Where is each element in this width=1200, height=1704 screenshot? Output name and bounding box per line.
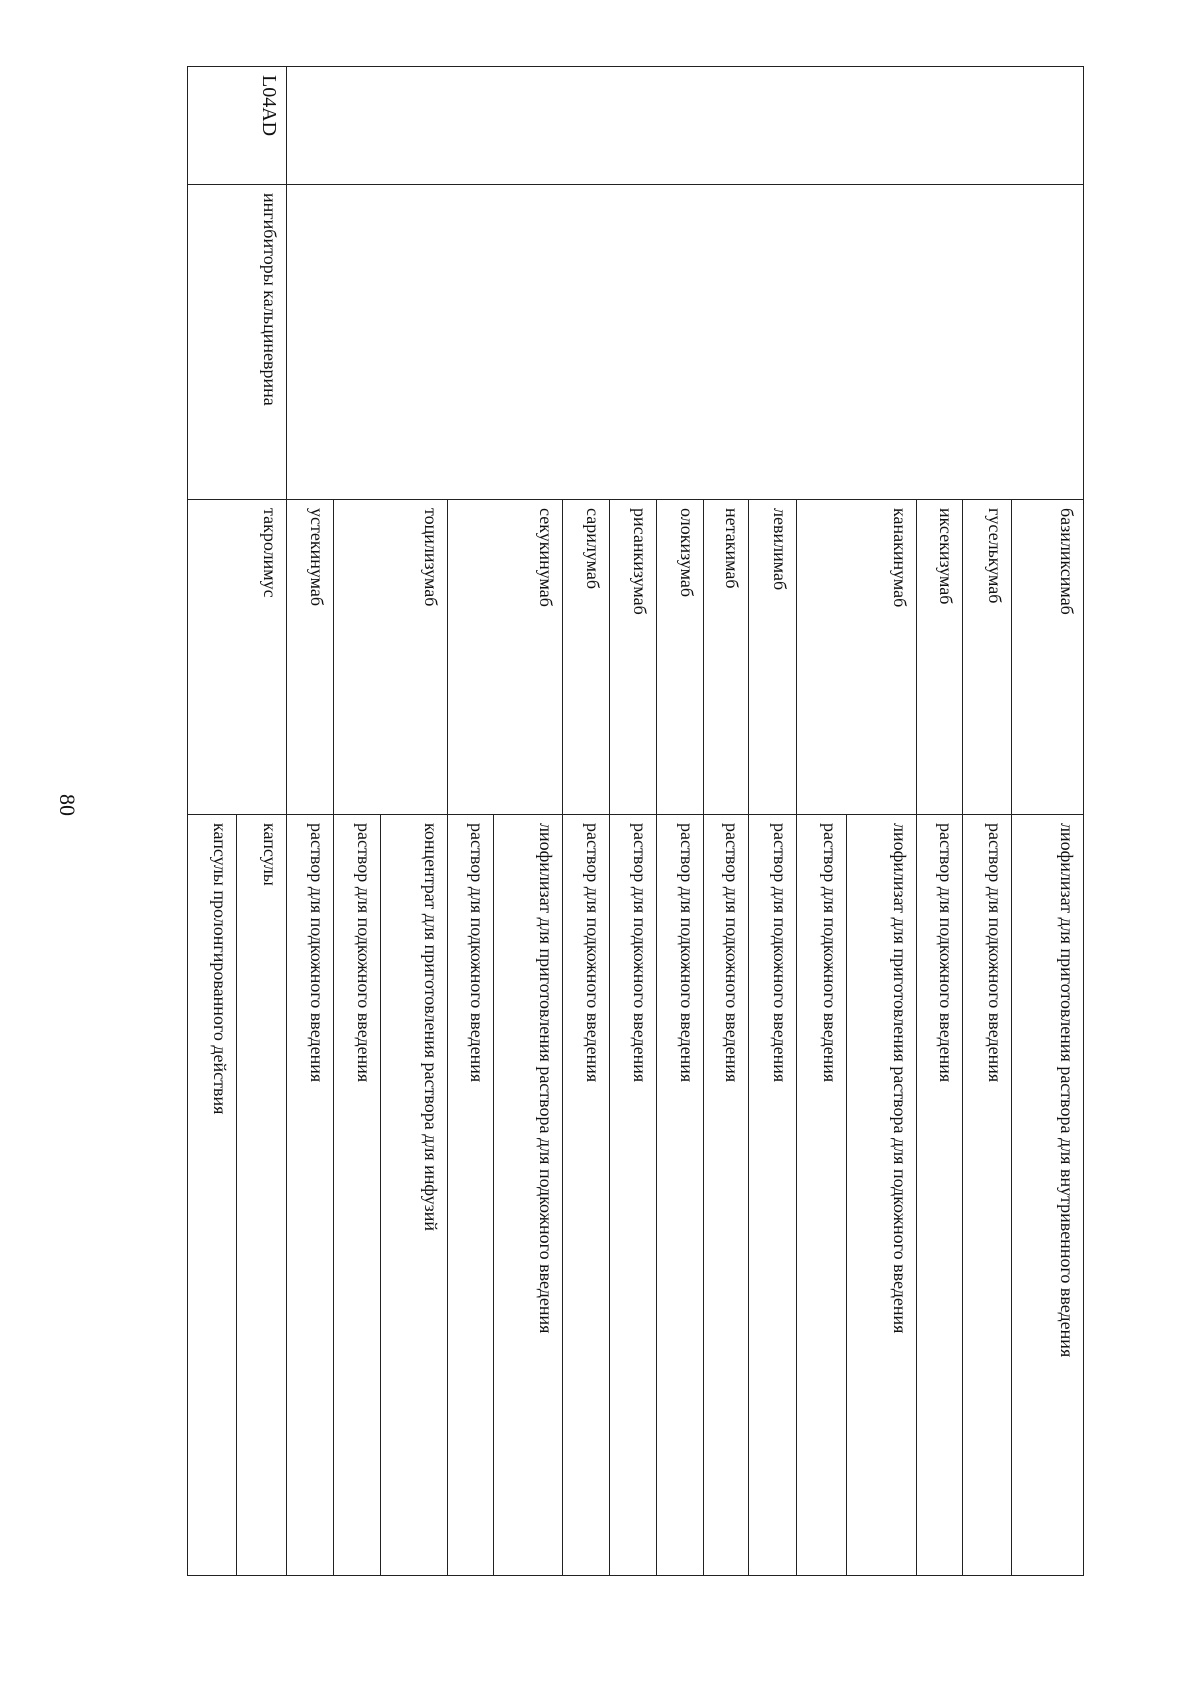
dosage-form-cell: раствор для подкожного введения bbox=[448, 815, 494, 1576]
drug-name-cell: тоцилизумаб bbox=[334, 500, 448, 815]
dosage-form-cell: раствор для подкожного введения bbox=[657, 815, 704, 1576]
dosage-form-cell: концентрат для приготовления раствора для инфузий bbox=[380, 815, 447, 1576]
drug-name-cell: сарилумаб bbox=[562, 500, 609, 815]
dosage-form-cell: раствор для подкожного введения bbox=[962, 815, 1012, 1576]
drug-name-cell: иксекизумаб bbox=[917, 500, 963, 815]
drug-name-cell: канакинумаб bbox=[796, 500, 916, 815]
dosage-form-cell: лиофилизат для приготовления раствора для подкожного введения bbox=[493, 815, 562, 1576]
atc-code-cell: L04AD bbox=[188, 67, 287, 185]
table-row bbox=[1012, 67, 1084, 1576]
dosage-form-cell: капсулы пролонгированного действия bbox=[188, 815, 237, 1576]
group-name-cell: ингибиторы кальциневрина bbox=[188, 185, 287, 500]
dosage-form-cell: раствор для подкожного введения bbox=[796, 815, 846, 1576]
drug-name-cell: левилимаб bbox=[749, 500, 797, 815]
drug-name-cell: нетакимаб bbox=[703, 500, 749, 815]
dosage-form-cell: раствор для подкожного введения bbox=[286, 815, 334, 1576]
page-number: 80 bbox=[55, 794, 80, 816]
drug-name-cell: гуселькумаб bbox=[962, 500, 1012, 815]
dosage-form-cell: раствор для подкожного введения bbox=[703, 815, 749, 1576]
dosage-form-cell: раствор для подкожного введения bbox=[609, 815, 657, 1576]
dosage-form-cell: раствор для подкожного введения bbox=[917, 815, 963, 1576]
drug-name-cell: рисанкизумаб bbox=[609, 500, 657, 815]
dosage-form-cell: раствор для подкожного введения bbox=[334, 815, 381, 1576]
drug-name-cell: такролимус bbox=[188, 500, 287, 815]
drug-name-cell: олокизумаб bbox=[657, 500, 704, 815]
drug-table bbox=[187, 66, 1084, 1576]
dosage-form-cell: раствор для подкожного введения bbox=[562, 815, 609, 1576]
drug-name-cell: базиликсимаб bbox=[1012, 500, 1084, 815]
dosage-form-cell: капсулы bbox=[236, 815, 286, 1576]
drug-name-cell: устекинумаб bbox=[286, 500, 334, 815]
dosage-form-cell: лиофилизат для приготовления раствора для подкожного введения bbox=[846, 815, 916, 1576]
group-cell-empty bbox=[286, 185, 1083, 500]
dosage-form-cell: лиофилизат для приготовления раствора для внутривенного введения bbox=[1012, 815, 1084, 1576]
drug-table-frame bbox=[187, 66, 1084, 1575]
code-cell-empty bbox=[286, 67, 1083, 185]
dosage-form-cell: раствор для подкожного введения bbox=[749, 815, 797, 1576]
table-row bbox=[236, 67, 286, 1576]
drug-name-cell: секукинумаб bbox=[448, 500, 563, 815]
